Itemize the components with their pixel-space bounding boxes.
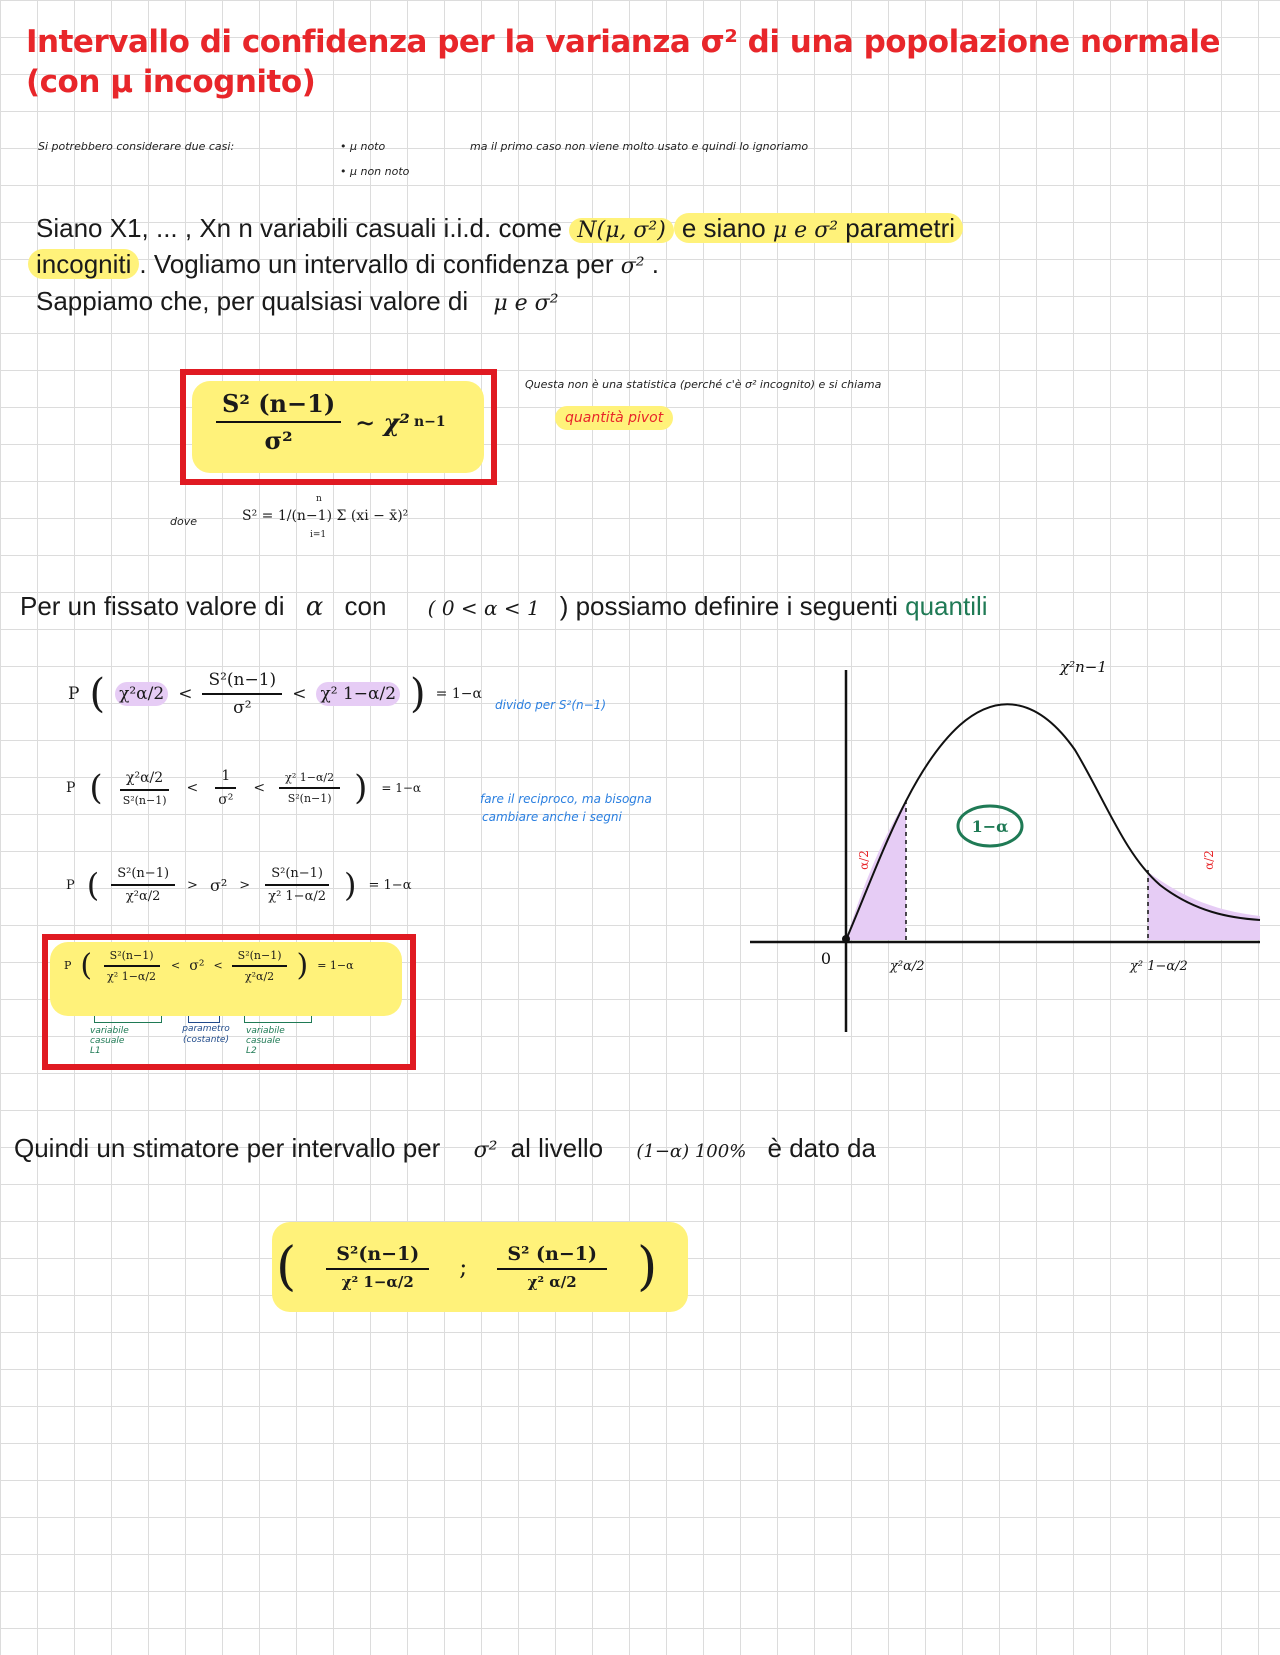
- intro-text-2: e siano: [681, 213, 766, 243]
- step1-fraction: [202, 670, 282, 718]
- right-tail-area: [1148, 872, 1260, 940]
- cases-intro: Si potrebbero considerare due casi:: [38, 140, 235, 153]
- case-unknown: • μ non noto: [340, 165, 410, 178]
- origin-dot: [842, 935, 850, 943]
- step1-lt-2: <: [292, 684, 307, 704]
- label-right-2: L2: [246, 1046, 257, 1056]
- label-right-1: variabile casuale: [246, 1026, 285, 1046]
- intro-text-5: . Vogliamo un intervallo di confidenza per: [139, 249, 614, 279]
- step4-right-den: χ²α/2: [244, 969, 275, 983]
- final-separator: ;: [459, 1253, 468, 1281]
- step4-lt-1: <: [171, 959, 181, 972]
- step4-right-fraction: [232, 949, 288, 983]
- step4-p: P: [64, 959, 72, 972]
- final-close: ): [636, 1237, 658, 1297]
- step3-p: P: [66, 877, 75, 893]
- step2-left-num: χ²α/2: [120, 770, 169, 791]
- intro-line-3: [36, 283, 559, 322]
- step4-left-fraction: [101, 949, 162, 983]
- step4-sigma: σ²: [189, 957, 205, 974]
- step3-left-fraction: [111, 866, 175, 904]
- tail-right-label: α/2: [1202, 850, 1216, 870]
- sigma2-symbol: σ²: [620, 254, 645, 279]
- final-left-num: S²(n−1): [326, 1243, 429, 1270]
- conclusion-sigma: σ²: [473, 1138, 498, 1163]
- pivot-box: [180, 369, 497, 485]
- final-right-fraction: [497, 1243, 607, 1291]
- step4-right-num: S²(n−1): [232, 949, 288, 967]
- incogniti-highlight: incogniti: [28, 249, 139, 279]
- conclusion-text-3: è dato da: [767, 1133, 876, 1163]
- brace-mid: [188, 1016, 220, 1023]
- step3-right-den: χ² 1−α/2: [268, 889, 327, 904]
- step1-eq: = 1−α: [435, 686, 482, 702]
- label-left: [90, 1026, 160, 1056]
- step-3: [66, 866, 411, 904]
- interval-box: [42, 934, 416, 1070]
- step1-open: (: [89, 671, 106, 717]
- conclusion-text-1: Quindi un stimatore per intervallo per: [14, 1133, 441, 1163]
- step1-right-quantile: χ² 1−α/2: [316, 682, 400, 706]
- step3-left-den: χ²α/2: [125, 889, 161, 904]
- step3-open: (: [86, 866, 100, 904]
- step2-right-fraction: [279, 771, 340, 805]
- conclusion-level: (1−α) 100%: [636, 1141, 747, 1162]
- cases-comment: ma il primo caso non viene molto usato e quindi lo ignoriamo: [470, 140, 809, 153]
- step2-lt-2: <: [253, 780, 266, 796]
- label-left-2: L1: [90, 1046, 101, 1056]
- step1-lt-1: <: [178, 684, 193, 704]
- curve-label: χ²n−1: [1060, 660, 1107, 676]
- intro-text-6: Sappiamo che, per qualsiasi valore di: [36, 286, 469, 316]
- quantili-text-2: ) possiamo definire i seguenti: [559, 591, 898, 621]
- intro-dot: .: [651, 249, 660, 279]
- quantili-text-1: Per un fissato valore di: [20, 591, 285, 621]
- step2-open: (: [89, 768, 103, 808]
- step2-mid-num: 1: [215, 768, 236, 789]
- step2-lt-1: <: [186, 780, 199, 796]
- step4-open: (: [80, 948, 93, 983]
- step3-eq: = 1−α: [368, 877, 412, 893]
- intro-text-1: Siano X1, ... , Xn n variabili casuali i.i.d. come: [36, 213, 563, 243]
- params-symbols: μ e σ²: [772, 218, 839, 243]
- pivot-fraction: [216, 389, 341, 455]
- pivot-label: quantità pivot: [555, 406, 673, 430]
- step2-mid-den: σ²: [218, 792, 234, 808]
- step2-left-fraction: [117, 770, 173, 807]
- alpha-range: ( 0 < α < 1: [427, 596, 540, 620]
- intro-and-highlight: [674, 213, 963, 243]
- intro-line-1: [36, 210, 1256, 249]
- step2-mid-fraction: [212, 768, 239, 808]
- conclusion-text-2: al livello: [510, 1133, 604, 1163]
- final-left-fraction: [326, 1243, 429, 1291]
- intro-line-2: [28, 246, 659, 285]
- quantile-high-label: χ² 1−α/2: [1130, 959, 1188, 974]
- step-2: [66, 768, 421, 808]
- step-1: [68, 670, 482, 718]
- where-formula: S² = 1/(n−1) Σ (xi − x̄)²: [242, 508, 409, 524]
- page-title: Intervallo di confidenza per la varianza σ² di una popolazione normale (con μ incognito): [26, 24, 1220, 100]
- step3-sigma: σ²: [209, 875, 228, 895]
- alpha-symbol: α: [305, 592, 324, 622]
- step2-note-1: fare il reciproco, ma bisogna: [480, 792, 652, 806]
- step1-note: divido per S²(n−1): [495, 698, 606, 712]
- step2-left-den: S²(n−1): [122, 793, 167, 807]
- step2-p: P: [66, 780, 76, 796]
- pivot-denominator: σ²: [264, 426, 293, 455]
- step2-close: ): [354, 768, 368, 808]
- con-text: con: [344, 591, 387, 621]
- step4-left-num: S²(n−1): [104, 949, 160, 967]
- step3-left-num: S²(n−1): [111, 866, 175, 886]
- step3-gt-1: >: [187, 877, 198, 893]
- label-mid-2: (costante): [183, 1035, 229, 1045]
- step2-right-den: S²(n−1): [287, 792, 332, 805]
- step3-right-fraction: [262, 866, 332, 904]
- brace-right: [244, 1016, 312, 1023]
- pivot-formula: [216, 389, 446, 455]
- brace-left: [94, 1016, 162, 1023]
- sum-bottom: i=1: [310, 530, 327, 540]
- final-open: (: [276, 1237, 297, 1297]
- pivot-numerator: S² (n−1): [216, 389, 341, 423]
- final-interval: [276, 1222, 657, 1312]
- center-label: 1−α: [971, 817, 1009, 836]
- step-4: [64, 948, 354, 983]
- label-left-1: variabile casuale: [90, 1026, 129, 1046]
- final-right-den: χ² α/2: [527, 1273, 577, 1291]
- step2-right-num: χ² 1−α/2: [279, 771, 340, 789]
- step2-eq: = 1−α: [381, 781, 422, 795]
- step1-left-quantile: χ²α/2: [115, 682, 168, 706]
- step2-note-2: cambiare anche i segni: [482, 810, 622, 824]
- step1-p: P: [68, 684, 80, 704]
- final-left-den: χ² 1−α/2: [341, 1273, 414, 1291]
- case-known: • μ noto: [340, 140, 386, 153]
- step3-gt-2: >: [239, 877, 251, 893]
- step4-left-den: χ² 1−α/2: [107, 969, 157, 983]
- sum-top: n: [316, 494, 322, 504]
- pivot-note: Questa non è una statistica (perché c'è σ² incognito) e si chiama: [525, 378, 882, 391]
- conclusion-line: [14, 1130, 876, 1170]
- origin-label: 0: [820, 949, 832, 968]
- step1-den: σ²: [233, 698, 252, 718]
- quantili-word: quantili: [905, 591, 988, 621]
- quantili-line: [20, 588, 988, 627]
- label-mid-1: parametro: [182, 1024, 230, 1034]
- intro-text-3: parametri: [845, 213, 956, 243]
- step1-num: S²(n−1): [202, 670, 282, 695]
- where-label: dove: [170, 515, 197, 528]
- line3-params: μ e σ²: [493, 291, 559, 316]
- step4-lt-2: <: [213, 959, 223, 972]
- quantile-low-label: χ²α/2: [890, 959, 925, 974]
- step3-right-num: S²(n−1): [265, 866, 329, 886]
- label-mid: [166, 1024, 246, 1046]
- step1-close: ): [410, 671, 426, 717]
- pivot-distribution: ∼ χ²: [355, 407, 410, 437]
- pivot-df: n−1: [413, 414, 446, 430]
- distribution-highlight: N(μ, σ²): [569, 218, 674, 243]
- step3-close: ): [344, 866, 357, 904]
- step4-close: ): [296, 948, 309, 983]
- tail-left-label: α/2: [857, 850, 871, 870]
- label-right: [246, 1026, 320, 1056]
- chi-square-graph: [740, 660, 1270, 1040]
- final-right-num: S² (n−1): [497, 1243, 607, 1270]
- step4-eq: = 1−α: [317, 959, 354, 972]
